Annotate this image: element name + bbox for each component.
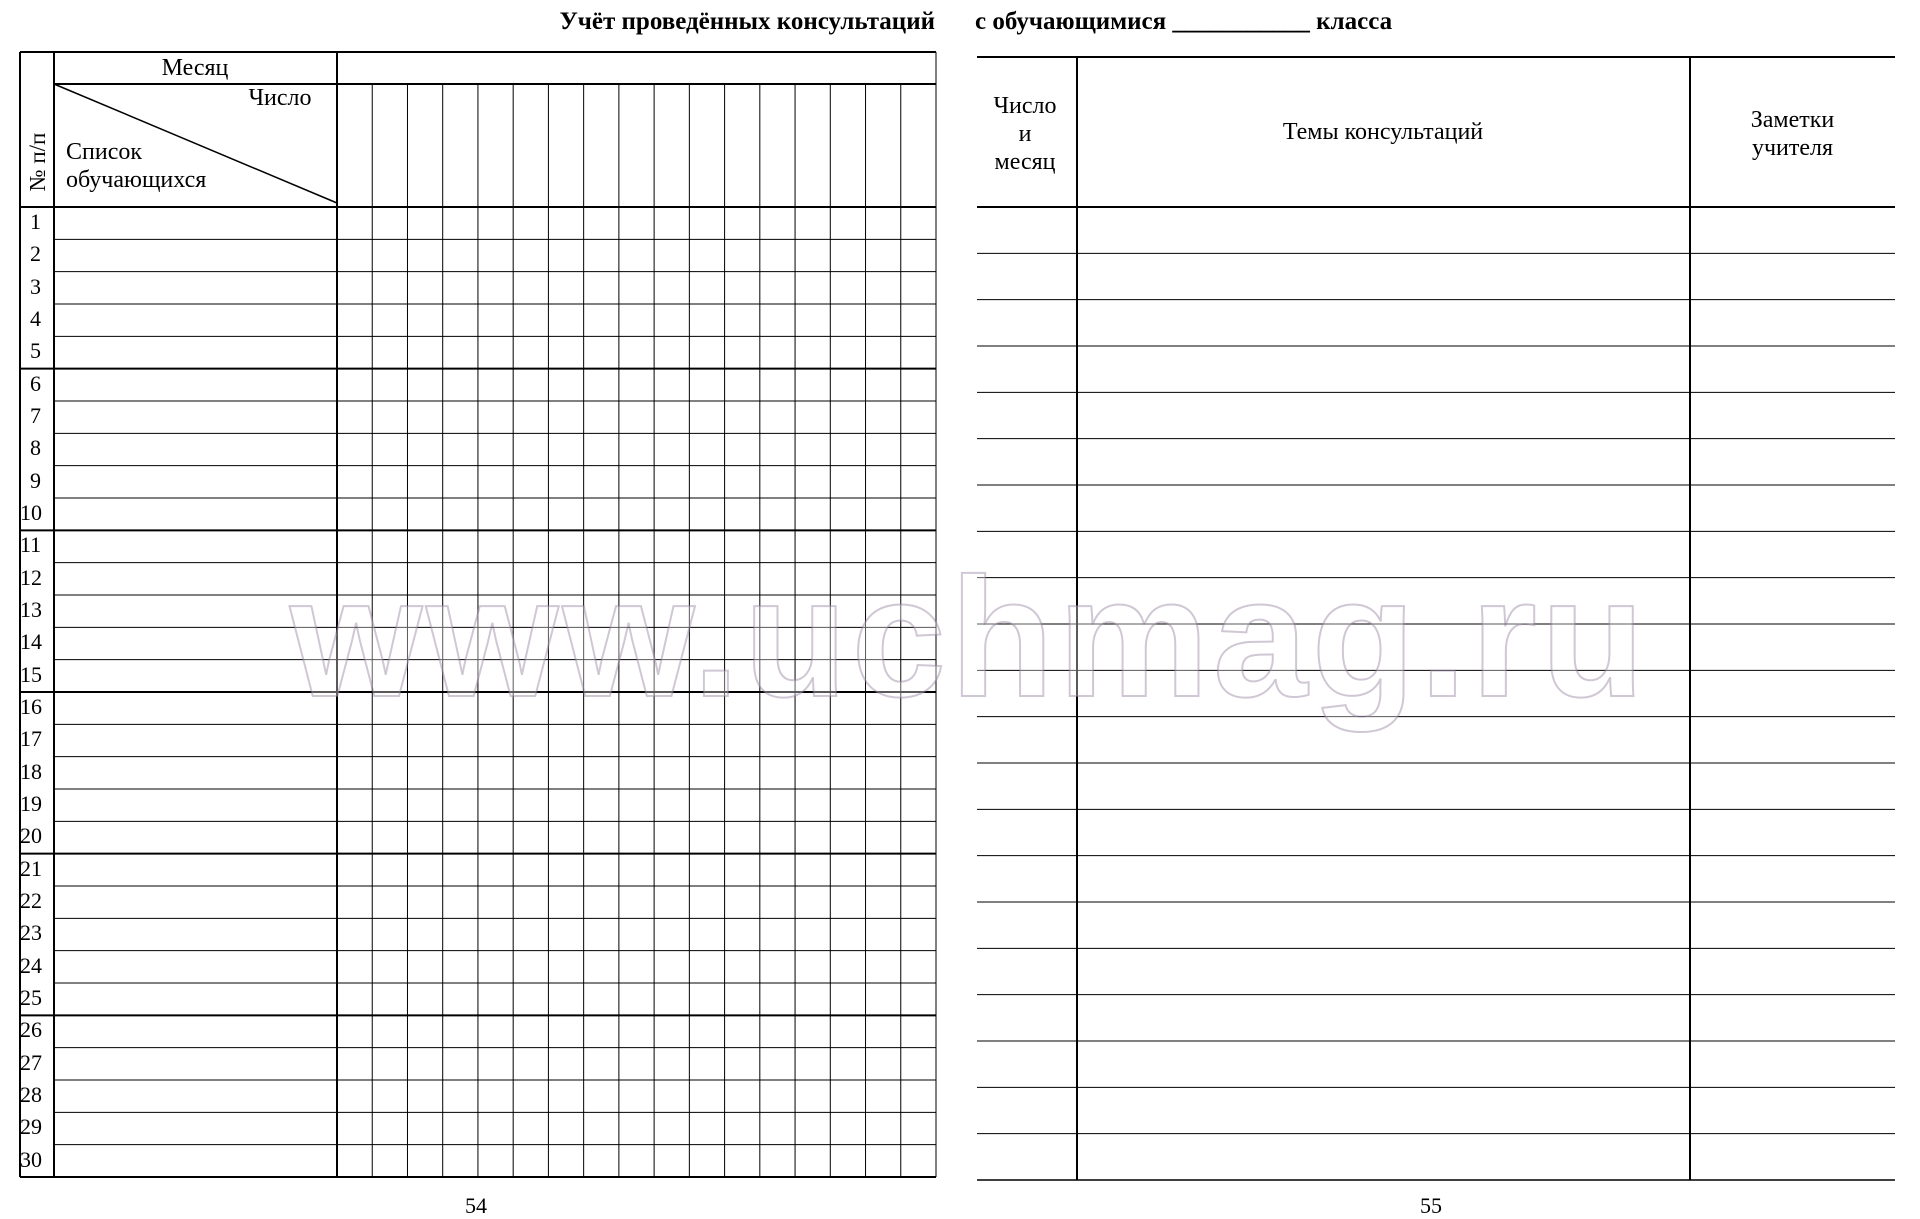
notes-header (1690, 106, 1895, 162)
date-label-line2: и (1018, 121, 1032, 147)
row-number: 11 (20, 532, 42, 558)
row-number: 28 (20, 1082, 42, 1107)
row-number: 26 (20, 1017, 42, 1043)
row-number: 25 (20, 985, 42, 1010)
page-number-right: 55 (1420, 1193, 1442, 1218)
row-number: 29 (20, 1114, 42, 1140)
students-label-line1: Список (66, 139, 143, 165)
row-number: 6 (30, 370, 41, 396)
row-number: 21 (20, 855, 42, 881)
notes-label-line2: учителя (1751, 135, 1834, 161)
topics-header: Темы консультаций (1282, 119, 1484, 145)
date-label-line3: месяц (994, 149, 1056, 175)
row-number: 9 (30, 467, 41, 493)
row-number: 14 (20, 629, 42, 655)
notes-label-line1: Заметки (1750, 107, 1835, 133)
row-number: 27 (20, 1049, 42, 1075)
row-number: 5 (30, 338, 41, 364)
row-number: 12 (20, 564, 42, 590)
row-number: 22 (20, 888, 42, 913)
row-number: 2 (30, 241, 41, 267)
day-label: Число (248, 85, 312, 111)
row-number: 10 (20, 500, 42, 525)
page-title-left: Учёт проведённых консультаций (559, 8, 935, 35)
row-number: 15 (20, 661, 42, 687)
row-number: 16 (20, 694, 42, 719)
row-number: 4 (30, 306, 41, 331)
students-label (66, 138, 206, 194)
number-label: № п/п (25, 132, 50, 192)
row-number: 17 (20, 726, 42, 752)
page-number-left: 54 (465, 1193, 487, 1218)
row-number: 20 (20, 823, 42, 849)
consultation-topics-table (955, 0, 1915, 1190)
row-number: 23 (20, 920, 42, 946)
row-number: 18 (20, 758, 42, 784)
row-number: 3 (30, 273, 41, 299)
date-month-header (975, 92, 1075, 176)
students-label-line2: обучающихся (66, 167, 207, 193)
row-number: 13 (20, 597, 42, 622)
row-number: 7 (30, 403, 41, 428)
row-number: 1 (30, 209, 41, 234)
watermark: www.uchmag.ru (290, 543, 1649, 733)
row-number: 24 (20, 952, 42, 978)
row-number: 19 (20, 791, 42, 816)
date-label-line1: Число (993, 93, 1057, 119)
page-title-right: с обучающимися ___________ класса (975, 8, 1393, 35)
row-number: 8 (30, 435, 41, 461)
month-label: Месяц (161, 55, 229, 81)
row-number: 30 (20, 1146, 42, 1172)
